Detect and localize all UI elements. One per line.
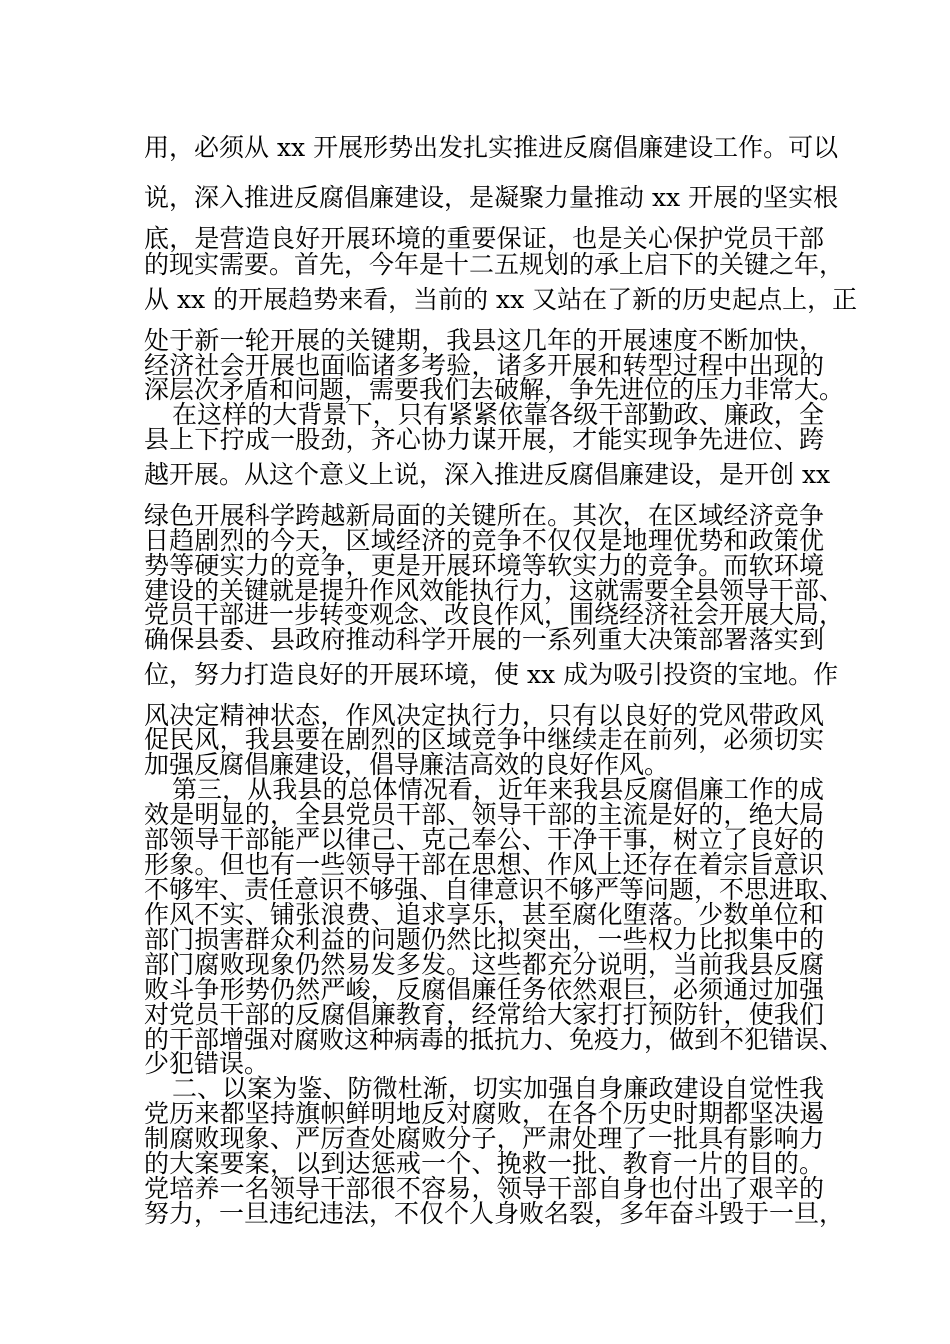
text-line: 风决定精神状态，作风决定执行力，只有以良好的党风带政风 xyxy=(144,701,824,730)
text-line: 二、以案为鉴、防微杜渐，切实加强自身廉政建设自觉性我 xyxy=(172,1074,824,1103)
text-line: 效是明显的，全县党员干部、领导干部的主流是好的，绝大局 xyxy=(144,800,824,829)
text-line: 部门腐败现象仍然易发多发。这些都充分说明，当前我县反腐 xyxy=(144,950,824,979)
text-line: 确保县委、县政府推动科学开展的一系列重大决策部署落实到 xyxy=(144,625,824,654)
text-line: 努力，一旦违纪违法，不仅个人身败名裂，多年奋斗毁于一旦， xyxy=(144,1199,845,1228)
text-line: 对党员干部的反腐倡廉教育，经常给大家打打预防针，使我们 xyxy=(144,1000,824,1029)
text-line: 党历来都坚持旗帜鲜明地反对腐败，在各个历史时期都坚决遏 xyxy=(144,1099,824,1128)
text-line: 加强反腐倡廉建设，倡导廉洁高效的良好作风。 xyxy=(144,750,670,779)
text-line: 在这样的大背景下，只有紧紧依靠各级干部勤政、廉政，全 xyxy=(172,400,824,429)
text-line: 党员干部进一步转变观念、改良作风，围绕经济社会开展大局， xyxy=(144,600,845,629)
text-line: 的现实需要。首先，今年是十二五规划的承上启下的关键之年， xyxy=(144,250,845,279)
text-line: 处于新一轮开展的关键期，我县这几年的开展速度不断加快， xyxy=(144,326,824,355)
text-line: 制腐败现象、严厉查处腐败分子，严肃处理了一批具有影响力 xyxy=(144,1124,824,1153)
text-line: 越开展。从这个意义上说，深入推进反腐倡廉建设，是开创 xx xyxy=(144,460,831,489)
text-line: 势等硬实力的竞争，更是开展环境等软实力的竞争。而软环境 xyxy=(144,551,824,580)
text-line: 部门损害群众利益的问题仍然比拟突出，一些权力比拟集中的 xyxy=(144,925,824,954)
text-line: 的大案要案，以到达惩戒一个、挽救一批、教育一片的目的。 xyxy=(144,1149,824,1178)
text-line: 绿色开展科学跨越新局面的关键所在。其次，在区域经济竞争 xyxy=(144,501,824,530)
text-line: 败斗争形势仍然严峻，反腐倡廉任务依然艰巨，必须通过加强 xyxy=(144,975,824,1004)
text-line: 从 xx 的开展趋势来看，当前的 xx 又站在了新的历史起点上，正 xyxy=(144,285,858,314)
text-line: 经济社会开展也面临诸多考验，诸多开展和转型过程中出现的 xyxy=(144,351,824,380)
text-line: 深层次矛盾和问题，需要我们去破解，争先进位的压力非常大。 xyxy=(144,375,845,404)
text-line: 不够牢、责任意识不够强、自律意识不够严等问题，不思进取、 xyxy=(144,875,845,904)
text-line: 的干部增强对腐败这种病毒的抵抗力、免疫力，做到不犯错误、 xyxy=(144,1025,845,1054)
text-line: 少犯错误。 xyxy=(144,1049,270,1078)
text-line: 县上下拧成一股劲，齐心协力谋开展，才能实现争先进位、跨 xyxy=(144,425,824,454)
text-line: 部领导干部能严以律己、克己奉公、干净干事，树立了良好的 xyxy=(144,825,824,854)
text-line: 促民风，我县要在剧烈的区域竞争中继续走在前列，必须切实 xyxy=(144,725,824,754)
text-line: 第三，从我县的总体情况看，近年来我县反腐倡廉工作的成 xyxy=(172,775,824,804)
text-line: 说，深入推进反腐倡廉建设，是凝聚力量推动 xx 开展的坚实根 xyxy=(144,183,839,212)
text-line: 形象。但也有一些领导干部在思想、作风上还存在着宗旨意识 xyxy=(144,850,824,879)
text-line: 位，努力打造良好的开展环境，使 xx 成为吸引投资的宝地。作 xyxy=(144,660,839,689)
text-line: 党培养一名领导干部很不容易，领导干部自身也付出了艰辛的 xyxy=(144,1174,824,1203)
text-line: 用，必须从 xx 开展形势出发扎实推进反腐倡廉建设工作。可以 xyxy=(144,133,839,162)
text-line: 建设的关键就是提升作风效能执行力，这就需要全县领导干部、 xyxy=(144,576,845,605)
text-line: 日趋剧烈的今天，区域经济的竞争不仅仅是地理优势和政策优 xyxy=(144,526,824,555)
text-line: 底，是营造良好开展环境的重要保证，也是关心保护党员干部 xyxy=(144,224,824,253)
text-line: 作风不实、铺张浪费、追求享乐，甚至腐化堕落。少数单位和 xyxy=(144,900,824,929)
